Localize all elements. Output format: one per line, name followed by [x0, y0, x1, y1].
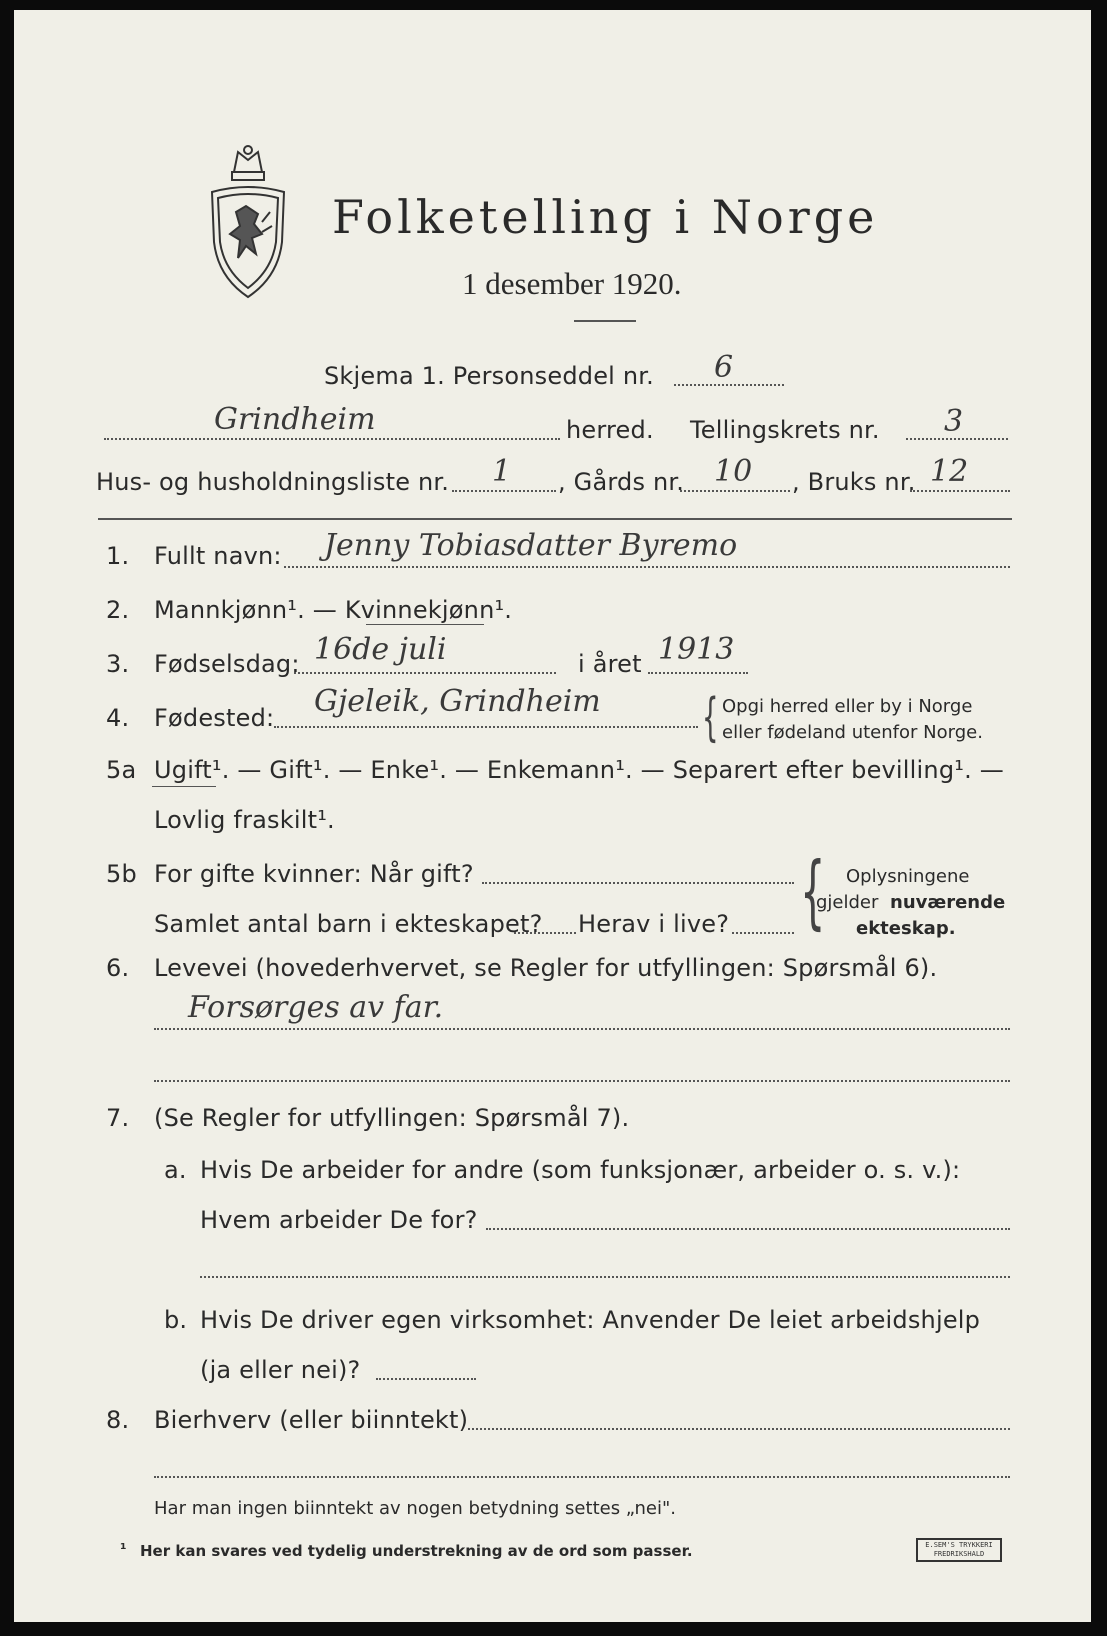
q7a-letter: a. — [164, 1156, 187, 1184]
printer-stamp — [916, 1538, 1002, 1562]
q6-line2 — [154, 1080, 1010, 1082]
q7b-answer-line — [376, 1378, 476, 1380]
q5b-note-line2a: gjelder — [816, 892, 879, 913]
q5b-number: 5b — [106, 860, 137, 888]
herred-label: herred. — [566, 416, 654, 444]
household-value[interactable]: 1 — [492, 454, 512, 489]
coat-of-arms-icon — [206, 142, 290, 302]
q7a-answer-line1 — [486, 1228, 1010, 1230]
q6-number: 6. — [106, 954, 130, 982]
q3-label: Fødselsdag: — [154, 650, 300, 678]
q7a-answer-line2 — [200, 1276, 1010, 1278]
q5a-number: 5a — [106, 756, 137, 784]
q7a-line1: Hvis De arbeider for andre (som funksjonær, arbeider o. s. v.): — [200, 1156, 961, 1184]
herred-line — [104, 438, 560, 440]
q8-line2 — [154, 1476, 1010, 1478]
q5b-brace: { — [800, 845, 826, 938]
q5a-underline-ugift — [152, 786, 216, 787]
q7b-line2: (ja eller nei)? — [200, 1356, 361, 1384]
q3-year-line — [648, 672, 748, 674]
q5b-note-line2b: nuværende — [890, 892, 1006, 913]
q7a-line2: Hvem arbeider De for? — [200, 1206, 478, 1234]
footnote-text: Her kan svares ved tydelig understrekning av de ord som passer. — [140, 1542, 693, 1560]
q5b-alive-label: Herav i live? — [578, 910, 730, 938]
footnote-mark: ¹ — [120, 1540, 127, 1558]
personseddel-value[interactable]: 6 — [714, 350, 734, 385]
gards-label: , Gårds nr. — [558, 468, 685, 496]
q6-line1 — [154, 1028, 1010, 1030]
q8-label: Bierhverv (eller biinntekt) — [154, 1406, 469, 1434]
q4-brace: { — [702, 688, 719, 748]
q8-line1 — [468, 1428, 1010, 1430]
q8-number: 8. — [106, 1406, 130, 1434]
q4-note-line1: Opgi herred eller by i Norge — [722, 696, 973, 717]
q1-number: 1. — [106, 542, 130, 570]
bruks-label: , Bruks nr. — [792, 468, 916, 496]
tellingskrets-label: Tellingskrets nr. — [690, 416, 880, 444]
q4-label: Fødested: — [154, 704, 275, 732]
bruks-line — [910, 490, 1010, 492]
gards-value[interactable]: 10 — [714, 454, 753, 489]
q3-number: 3. — [106, 650, 130, 678]
printer-stamp-line1: E.SEM'S TRYKKERI — [925, 1541, 993, 1549]
q5b-children-label: Samlet antal barn i ekteskapet? — [154, 910, 543, 938]
census-form — [14, 10, 1091, 1622]
q1-full-name[interactable]: Jenny Tobiasdatter Byremo — [324, 528, 738, 563]
q7-number: 7. — [106, 1104, 130, 1132]
census-date: 1 desember 1920. — [462, 266, 682, 301]
q2-number: 2. — [106, 596, 130, 624]
q5b-note-line3: ekteskap. — [856, 918, 956, 939]
footer-note: Har man ingen biinntekt av nogen betydning settes „nei". — [154, 1498, 676, 1519]
q3-birthday[interactable]: 16de juli — [314, 632, 447, 667]
q5b-married-line — [482, 882, 794, 884]
q1-line — [284, 566, 1010, 568]
household-label: Hus- og husholdningsliste nr. — [96, 468, 450, 496]
q3-line — [294, 672, 556, 674]
q5a-divorced-option[interactable]: Lovlig fraskilt¹. — [154, 806, 335, 834]
q4-number: 4. — [106, 704, 130, 732]
q6-label: Levevei (hovederhvervet, se Regler for utfyllingen: Spørsmål 6). — [154, 954, 938, 982]
q5b-married-label: For gifte kvinner: Når gift? — [154, 860, 474, 888]
title-divider — [574, 320, 636, 322]
q3-birth-year[interactable]: 1913 — [658, 632, 735, 667]
gards-line — [680, 490, 790, 492]
herred-value[interactable]: Grindheim — [214, 402, 376, 437]
q7-label: (Se Regler for utfyllingen: Spørsmål 7). — [154, 1104, 630, 1132]
form-title: Folketelling i Norge — [332, 190, 879, 244]
q3-year-label: i året — [578, 650, 642, 678]
q5a-marital-options[interactable]: Ugift¹. — Gift¹. — Enke¹. — Enkemann¹. — Separert efter bevilling¹. — — [154, 756, 1004, 784]
tellingskrets-value[interactable]: 3 — [944, 404, 964, 439]
q6-occupation[interactable]: Forsørges av far. — [188, 990, 444, 1025]
q2-gender-options[interactable]: Mannkjønn¹. — Kvinnekjønn¹. — [154, 596, 513, 624]
q1-label: Fullt navn: — [154, 542, 282, 570]
q4-note-line2: eller fødeland utenfor Norge. — [722, 722, 983, 743]
q4-birthplace[interactable]: Gjeleik, Grindheim — [314, 684, 601, 719]
printer-stamp-line2: FREDRIKSHALD — [933, 1550, 985, 1558]
q2-underline-kvinnekjonn — [366, 624, 484, 625]
section-divider — [98, 518, 1012, 520]
household-line — [452, 490, 556, 492]
q4-line — [274, 726, 698, 728]
schema-label: Skjema 1. Personseddel nr. — [324, 362, 654, 390]
q7b-letter: b. — [164, 1306, 188, 1334]
q7b-line1: Hvis De driver egen virksomhet: Anvender De leiet arbeidshjelp — [200, 1306, 981, 1334]
q5b-alive-line — [732, 932, 794, 934]
q5b-children-line — [514, 932, 576, 934]
bruks-value[interactable]: 12 — [930, 454, 969, 489]
q5b-note-line1: Oplysningene — [846, 866, 970, 887]
